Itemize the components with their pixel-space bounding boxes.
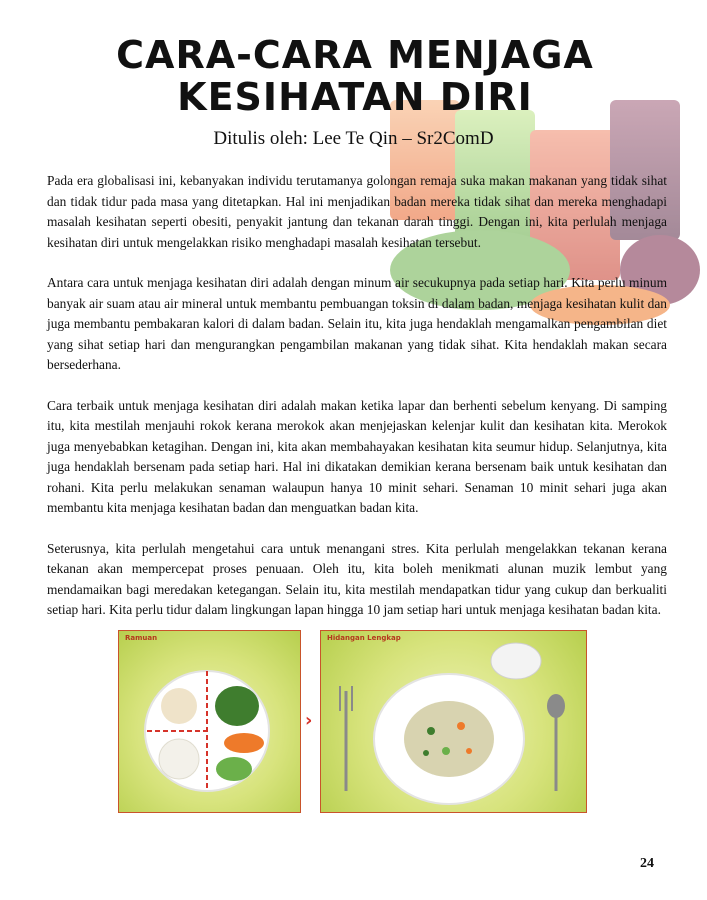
rice-speck (466, 748, 472, 754)
rice-speck (442, 747, 450, 755)
paragraph: Pada era globalisasi ini, kebanyakan individu terutamanya golongan remaja suka makan makanan yang tidak sihat dan tidak tidur pada masa yang ditetapkan. Hal ini menjadikan badan mereka tidak sihat dan mereka menghadapi masalah kesihatan seperti obesiti, penyakit jantung dan tekanan darah tinggi. Dengan ini, kita perlulah menjaga kesihatan diri untuk mengelakkan risiko menghadapi masalah kesihatan tersebut. (47, 173, 667, 250)
complete-meal-panel (320, 630, 587, 813)
fork-icon (340, 686, 352, 791)
diced-carrots (224, 733, 264, 753)
ingredients-label: Ramuan (125, 634, 158, 642)
rice-speck (427, 727, 435, 735)
rice-speck (457, 722, 465, 730)
spoon-icon (547, 694, 565, 791)
rice-portion (159, 739, 199, 779)
author-byline: Ditulis oleh: Lee Te Qin – Sr2ComD (213, 128, 494, 149)
page-title: CARA-CARA MENJAGA KESIHATAN DIRI (116, 33, 594, 119)
mixed-rice (404, 701, 494, 777)
tofu-pieces (161, 688, 197, 724)
meal-illustration (118, 630, 588, 814)
paragraph: Seterusnya, kita perlulah mengetahui cara untuk menangani stres. Kita perlulah mengelakkan tekanan kerana tekanan akan mempercepat proses penuaan. Oleh itu, kita boleh menikmati alunan muzik lembut yang mendamaikan bagi meredakan ketegangan. Selain itu, kita mestilah mendapatkan tidur yang cukup dan berkualiti setiap hari. Kita perlu tidur dalam lingkungan lapan hingga 10 jam setiap hari untuk menjaga kesihatan badan kita. (47, 540, 667, 617)
rice-speck (423, 750, 429, 756)
soup-bowl (491, 643, 541, 679)
paragraph: Cara terbaik untuk menjaga kesihatan diri adalah makan ketika lapar dan berhenti sebelum kenyang. Di samping itu, kita mestilah menjauhi rokok kerana merokok akan menjejaskan kelenjar kulit dan kesihatan kita. Merokok juga menyebabkan ketagihan. Dengan ini, kita akan membahayakan kesihatan kita seumur hidup. Selanjutnya, kita juga hendaklah bersenam pada setiap hari. Hal ini dikatakan demikian kerana bersenam baik untuk kesihatan dan rohani. Kita perlu melakukan senaman walaupun hanya 10 minit sehari. Senaman 10 minit sehari juga akan membantu kita menjaga kesihatan badan dan menguatkan badan kita. (47, 397, 667, 515)
paragraph: Antara cara untuk menjaga kesihatan diri adalah dengan minum air secukupnya pada setiap hari. Kita perlu minum banyak air suam atau air mineral untuk membantu pembuangan toksin di dalam badan, menjaga kesihatan kulit dan juga membantu pembakaran kalori di dalam badan. Selain itu, kita juga hendaklah mengamalkan pengambilan diet yang sihat setiap hari dan mengurangkan pengambilan makanan yang tidak sihat. Kita hendaklah makan secara bersederhana. (47, 275, 667, 372)
complete-meal-image (321, 631, 587, 813)
complete-meal-label: Hidangan Lengkap (327, 634, 401, 642)
arrow-icon: › (305, 710, 313, 731)
ingredients-panel (118, 630, 301, 813)
article-body (47, 171, 667, 641)
green-beans (215, 686, 259, 726)
page-number: 24 (640, 856, 654, 871)
ingredients-plate-image (119, 631, 301, 813)
green-peas (216, 757, 252, 781)
